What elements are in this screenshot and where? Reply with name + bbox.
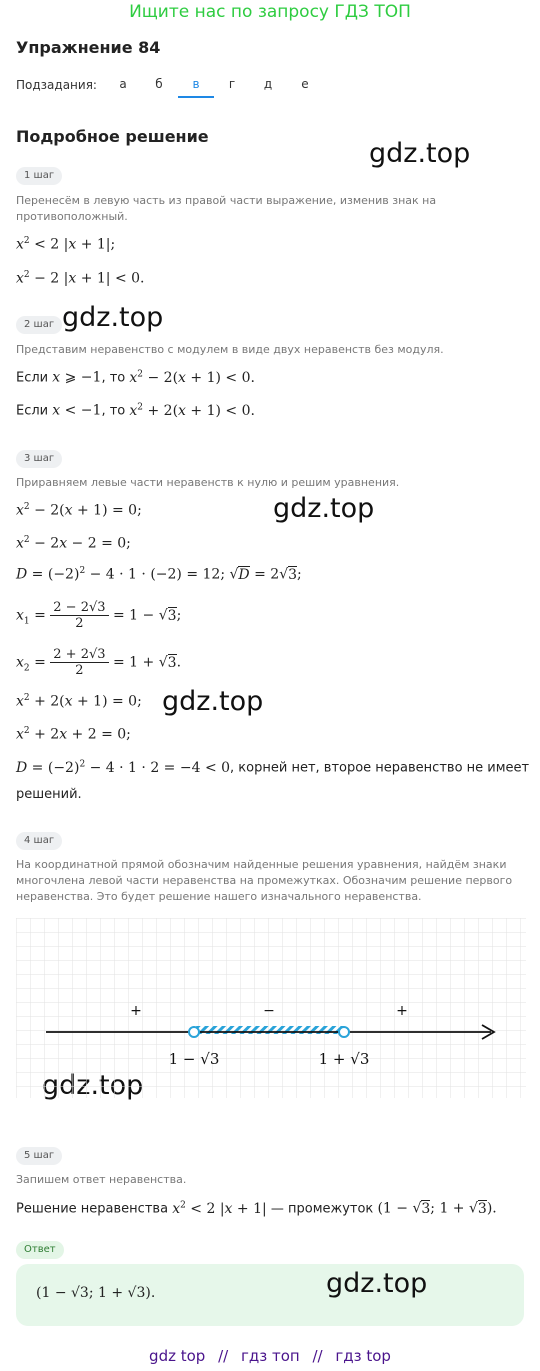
math-line: $D = (-2)^2 - 4 \cdot 1 \cdot 2 = -4 < 0$, корней нет, второе неравенство не имеет bbox=[16, 759, 530, 776]
step-badge: 1 шаг bbox=[16, 167, 62, 185]
math-line: Если x ⩾ −1, то $x^2 - 2(x + 1) < 0$. bbox=[16, 369, 255, 386]
footer-link-gdz-top-ru[interactable]: гдз топ bbox=[240, 1347, 300, 1365]
answer-value: (1 − √3; 1 + √3). bbox=[36, 1285, 156, 1301]
number-line-figure bbox=[16, 918, 526, 1098]
math-line: $x^2 - 2(x + 1) = 0$; bbox=[16, 502, 142, 519]
math-line: $x^2 - 2$ |x + 1| < 0. bbox=[16, 270, 145, 287]
text-line: решений. bbox=[16, 787, 82, 802]
subtask-tab-b[interactable]: б bbox=[155, 77, 163, 91]
watermark: gdz.top bbox=[326, 1268, 428, 1299]
step-description: Представим неравенство с модулем в виде двух неравенств без модуля. bbox=[16, 343, 444, 356]
right-root-label: 1 + √3 bbox=[318, 1050, 370, 1068]
search-banner: Ищите нас по запросу ГДЗ ТОП bbox=[129, 2, 411, 22]
subtask-tab-e[interactable]: е bbox=[301, 77, 309, 91]
math-line: $x_1$ = $\frac{2 - 2√3}{2}$ = 1 − √3; bbox=[16, 600, 182, 631]
open-point-left bbox=[189, 1027, 199, 1037]
math-line: $x^2 + 2(x + 1) = 0$; bbox=[16, 693, 142, 710]
subtask-tab-v[interactable]: в bbox=[178, 70, 214, 98]
step-badge: 2 шаг bbox=[16, 316, 62, 334]
step-badge: 3 шаг bbox=[16, 450, 62, 468]
footer-link-gdz-top[interactable]: gdz top bbox=[149, 1347, 206, 1365]
step-badge: 4 шаг bbox=[16, 832, 62, 850]
open-point-right bbox=[339, 1027, 349, 1037]
math-line: Решение неравенства $x^2 < 2$ |x + 1| — промежуток (1 − √3; 1 + √3). bbox=[16, 1200, 497, 1217]
footer-separator: // bbox=[218, 1347, 229, 1365]
step-description: Перенесём в левую часть из правой части выражение, изменив знак на противоположный. bbox=[16, 194, 437, 223]
subtasks-label: Подзадания: bbox=[16, 78, 97, 92]
subtask-tab-d[interactable]: д bbox=[263, 77, 273, 91]
step-description: На координатной прямой обозначим найденные решения уравнения, найдём знаки многочлена левой части неравенства на промежутках. Обозначим решение первого неравенства. Это будет решение нашего изначального неравенства. bbox=[16, 858, 513, 903]
math-line: $x^2 + 2x + 2 = 0$; bbox=[16, 726, 131, 743]
sign-middle: − bbox=[263, 1003, 275, 1019]
section-title: Подробное решение bbox=[16, 127, 209, 146]
watermark: gdz.top bbox=[369, 138, 471, 169]
step-description: Запишем ответ неравенства. bbox=[16, 1173, 187, 1186]
subtask-tab-a[interactable]: а bbox=[119, 77, 127, 91]
math-line: $x_2$ = $\frac{2 + 2√3}{2}$ = 1 + √3. bbox=[16, 647, 182, 678]
watermark: gdz.top bbox=[273, 493, 375, 524]
sign-left: + bbox=[130, 1003, 142, 1019]
math-line: $x^2 < 2$ |x + 1|; bbox=[16, 236, 116, 253]
answer-badge: Ответ bbox=[16, 1241, 64, 1259]
page-title: Упражнение 84 bbox=[16, 38, 161, 57]
left-root-label: 1 − √3 bbox=[168, 1050, 220, 1068]
step-badge: 5 шаг bbox=[16, 1147, 62, 1165]
footer-links bbox=[0, 1347, 540, 1365]
sign-right: + bbox=[396, 1003, 408, 1019]
math-line: $D = (-2)^2 - 4 \cdot 1 \cdot (-2) = 12$; √D = 2√3; bbox=[16, 566, 302, 583]
watermark: gdz.top bbox=[62, 302, 164, 333]
math-line: Если x < −1, то $x^2 + 2(x + 1) < 0$. bbox=[16, 402, 255, 419]
math-line: $x^2 - 2x - 2 = 0$; bbox=[16, 535, 131, 552]
step-description: Приравняем левые части неравенств к нулю и решим уравнения. bbox=[16, 476, 400, 489]
watermark: gdz.top bbox=[162, 686, 264, 717]
footer-link-gdz-top-mixed[interactable]: гдз top bbox=[335, 1347, 391, 1365]
footer-separator: // bbox=[312, 1347, 323, 1365]
subtask-tab-g[interactable]: г bbox=[228, 77, 236, 91]
